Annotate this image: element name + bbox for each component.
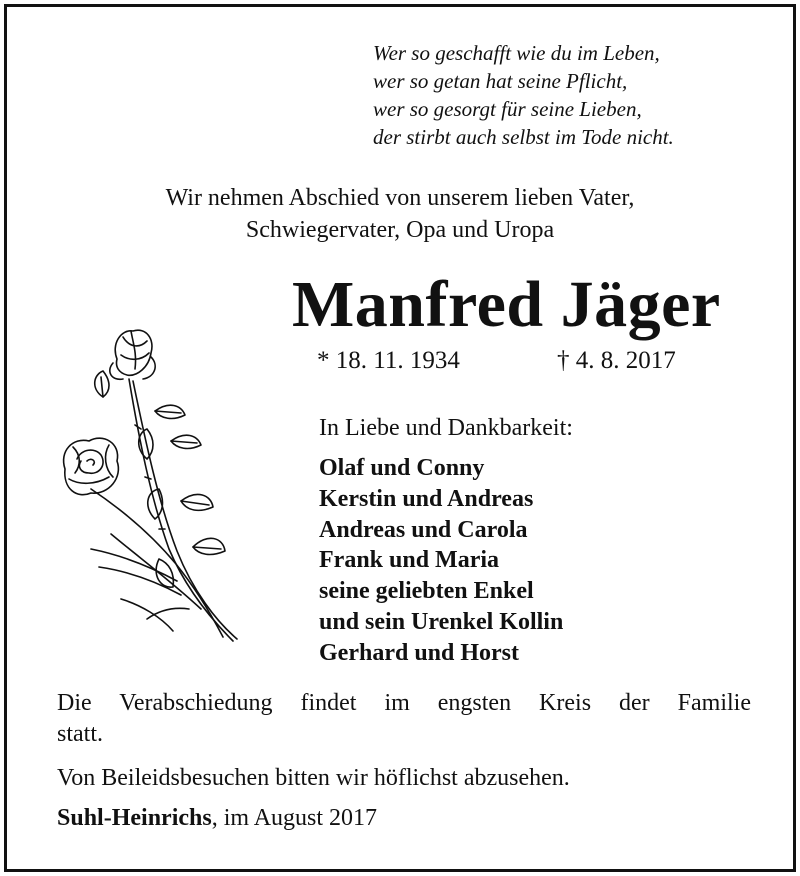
place-name: Suhl-Heinrichs <box>57 805 212 831</box>
poem-line-4: der stirbt auch selbst im Tode nicht. <box>373 125 674 149</box>
farewell-line-1: Die Verabschiedung findet im engsten Kreis der Familie <box>57 690 751 716</box>
mourner-3: Andreas und Carola <box>319 516 528 543</box>
place-date <box>57 803 377 834</box>
death-date: † 4. 8. 2017 <box>557 347 676 374</box>
mourner-2: Kerstin und Andreas <box>319 485 534 512</box>
mourner-1: Olaf und Conny <box>319 455 485 481</box>
rose-illustration-icon <box>51 319 251 649</box>
mourner-7: Gerhard und Horst <box>319 639 520 666</box>
intro-line-1: Wir nehmen Abschied von unserem lieben Vater, <box>165 185 635 211</box>
intro-line-2: Schwiegervater, Opa und Uropa <box>245 217 555 243</box>
mourner-4: Frank und Maria <box>319 547 500 574</box>
farewell-line-2: statt. <box>57 721 103 747</box>
intro-text <box>7 182 793 246</box>
poem-line-3: wer so gesorgt für seine Lieben, <box>373 97 642 121</box>
mourners-list <box>319 453 563 669</box>
mourner-6: und sein Urenkel Kollin <box>319 608 564 635</box>
mourner-5: seine geliebten Enkel <box>319 578 534 605</box>
farewell-text <box>57 688 751 750</box>
obituary-notice <box>4 4 796 872</box>
mourners-heading: In Liebe und Dankbarkeit: <box>319 415 573 441</box>
birth-date: * 18. 11. 1934 <box>317 347 460 374</box>
poem-line-1: Wer so geschafft wie du im Leben, <box>373 41 660 65</box>
notice-date: , im August 2017 <box>211 805 378 831</box>
condolence-text: Von Beileidsbesuchen bitten wir höflichst abzusehen. <box>57 765 570 791</box>
deceased-name: Manfred Jäger <box>292 268 721 341</box>
poem-line-2: wer so getan hat seine Pflicht, <box>373 69 628 93</box>
poem <box>373 39 674 151</box>
